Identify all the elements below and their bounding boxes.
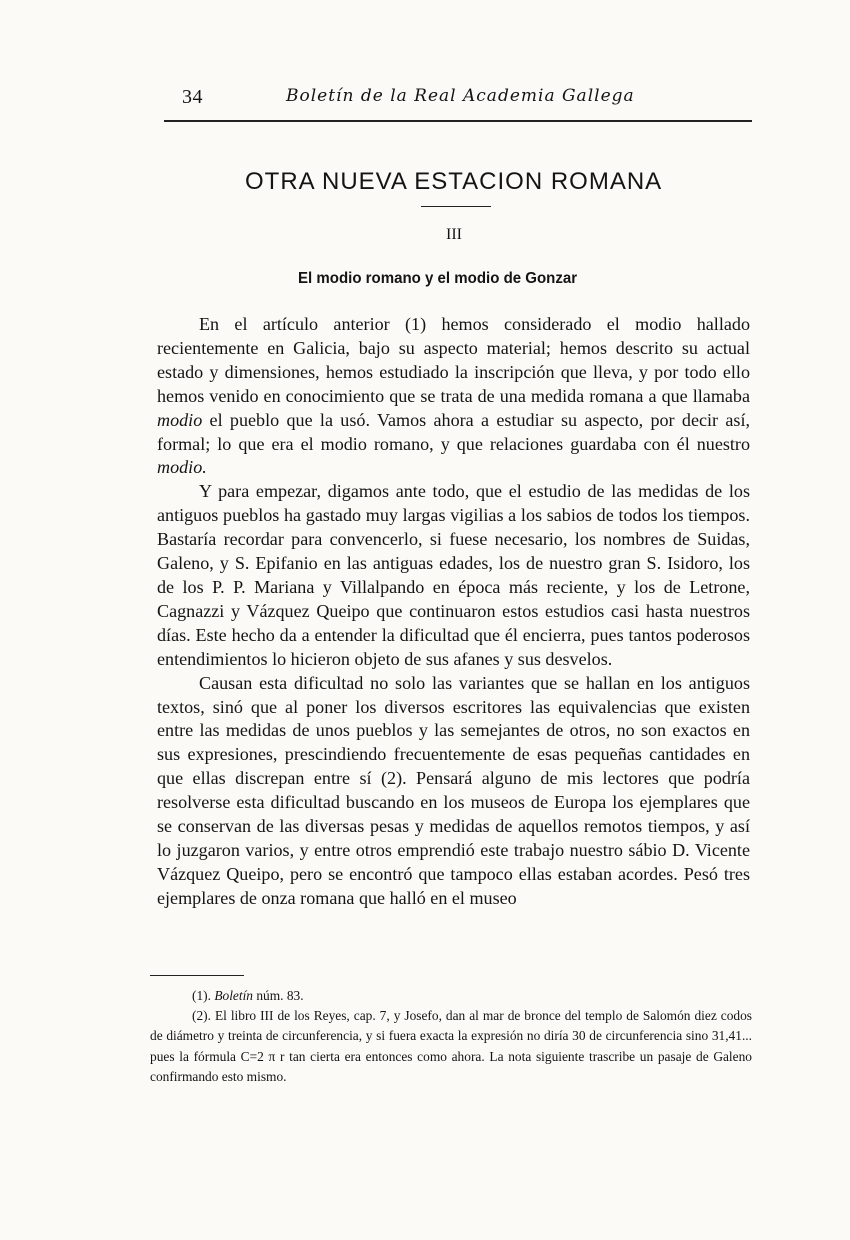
paragraph-2: Y para empezar, digamos ante todo, que el estudio de las medidas de los antiguos pueblos ha gastado muy largas vigilias a los sabios de todos los tiempos. Bastaría recordar para convencerlo, si fuese necesario, los nombres de Suidas, Galeno, y S. Epifanio en las antiguas edades, los de nuestro gran S. Isidoro, los de los P. P. Mariana y Villalpando en época más reciente, y los de Letrone, Cagnazzi y Vázquez Queipo que continuaron estos estudios casi hasta nuestros días. Este hecho da a entender la dificultad que él encierra, pues tantos poderosos entendimientos lo hicieron objeto de sus afanes y sus desvelos.: [157, 481, 750, 669]
paragraph-3: Causan esta dificultad no solo las variantes que se hallan en los antiguos textos, sinó que al poner los diversos escritores las equivalencias que existen entre las medidas de unos pueblos y las semejantes de otros, no son exactos en sus expresiones, prescindiendo frecuentemente de esas pequeñas cantidades en que ellas discrepan entre sí (2). Pensará alguno de mis lectores que podría resolverse esta dificultad buscando en los museos de Europa los ejemplares que se conservan de las diversas pesas y medidas de aquellos remotos tiempos, y así lo juzgaron varios, y entre otros emprendió este trabajo nuestro sábio D. Vicente Vázquez Queipo, pero se encontró que tampoco ellas estaban acordes. Pesó tres ejemplares de onza romana que halló en el museo: [157, 672, 750, 908]
footnote-1: [150, 986, 752, 1006]
journal-title: Boletín de la Real Academia Gallega: [286, 86, 635, 106]
paragraph-1: [157, 313, 750, 480]
paragraph-1-emphasis-b: modio.: [157, 457, 207, 478]
footnote-1-text: núm. 83.: [253, 988, 304, 1003]
footnote-rule: [150, 975, 244, 976]
footnote-1-mark: (1).: [192, 988, 211, 1003]
article-title: OTRA NUEVA ESTACION ROMANA: [245, 168, 663, 195]
body-text: [157, 313, 750, 911]
footnote-1-source: Boletín: [214, 988, 254, 1003]
title-rule: [421, 206, 491, 207]
paragraph-1-emphasis-a: modio: [157, 409, 203, 430]
page-number: 34: [182, 86, 203, 108]
header-rule: [164, 120, 752, 122]
section-title: El modio romano y el modio de Gonzar: [298, 270, 578, 287]
footnote-2: (2). El libro III de los Reyes, cap. 7, y Josefo, dan al mar de bronce del templo de Salomón diez codos de diámetro y treinta de circunferencia, y si fuera exacta la expresión no diría 30 de circunferencia sino 31,41... pues la fórmula C=2 π r tan cierta era entonces como ahora. La nota siguiente trascribe un pasaje de Galeno confirmando esto mismo.: [150, 1008, 752, 1084]
paragraph-1-text-b: el pueblo que la usó. Vamos ahora a estudiar su aspecto, por decir así, formal; lo que era el modio romano, y que relaciones guardaba con él nuestro: [157, 409, 750, 454]
part-number: III: [446, 226, 462, 243]
footnotes: [150, 986, 752, 1087]
paragraph-1-text-a: En el artículo anterior (1) hemos considerado el modio hallado recientemente en Galicia, bajo su aspecto material; hemos descrito su actual estado y dimensiones, hemos estudiado la inscripción que lleva, y por todo ello hemos venido en conocimiento que se trata de una medida romana a que llamaba: [157, 314, 750, 406]
